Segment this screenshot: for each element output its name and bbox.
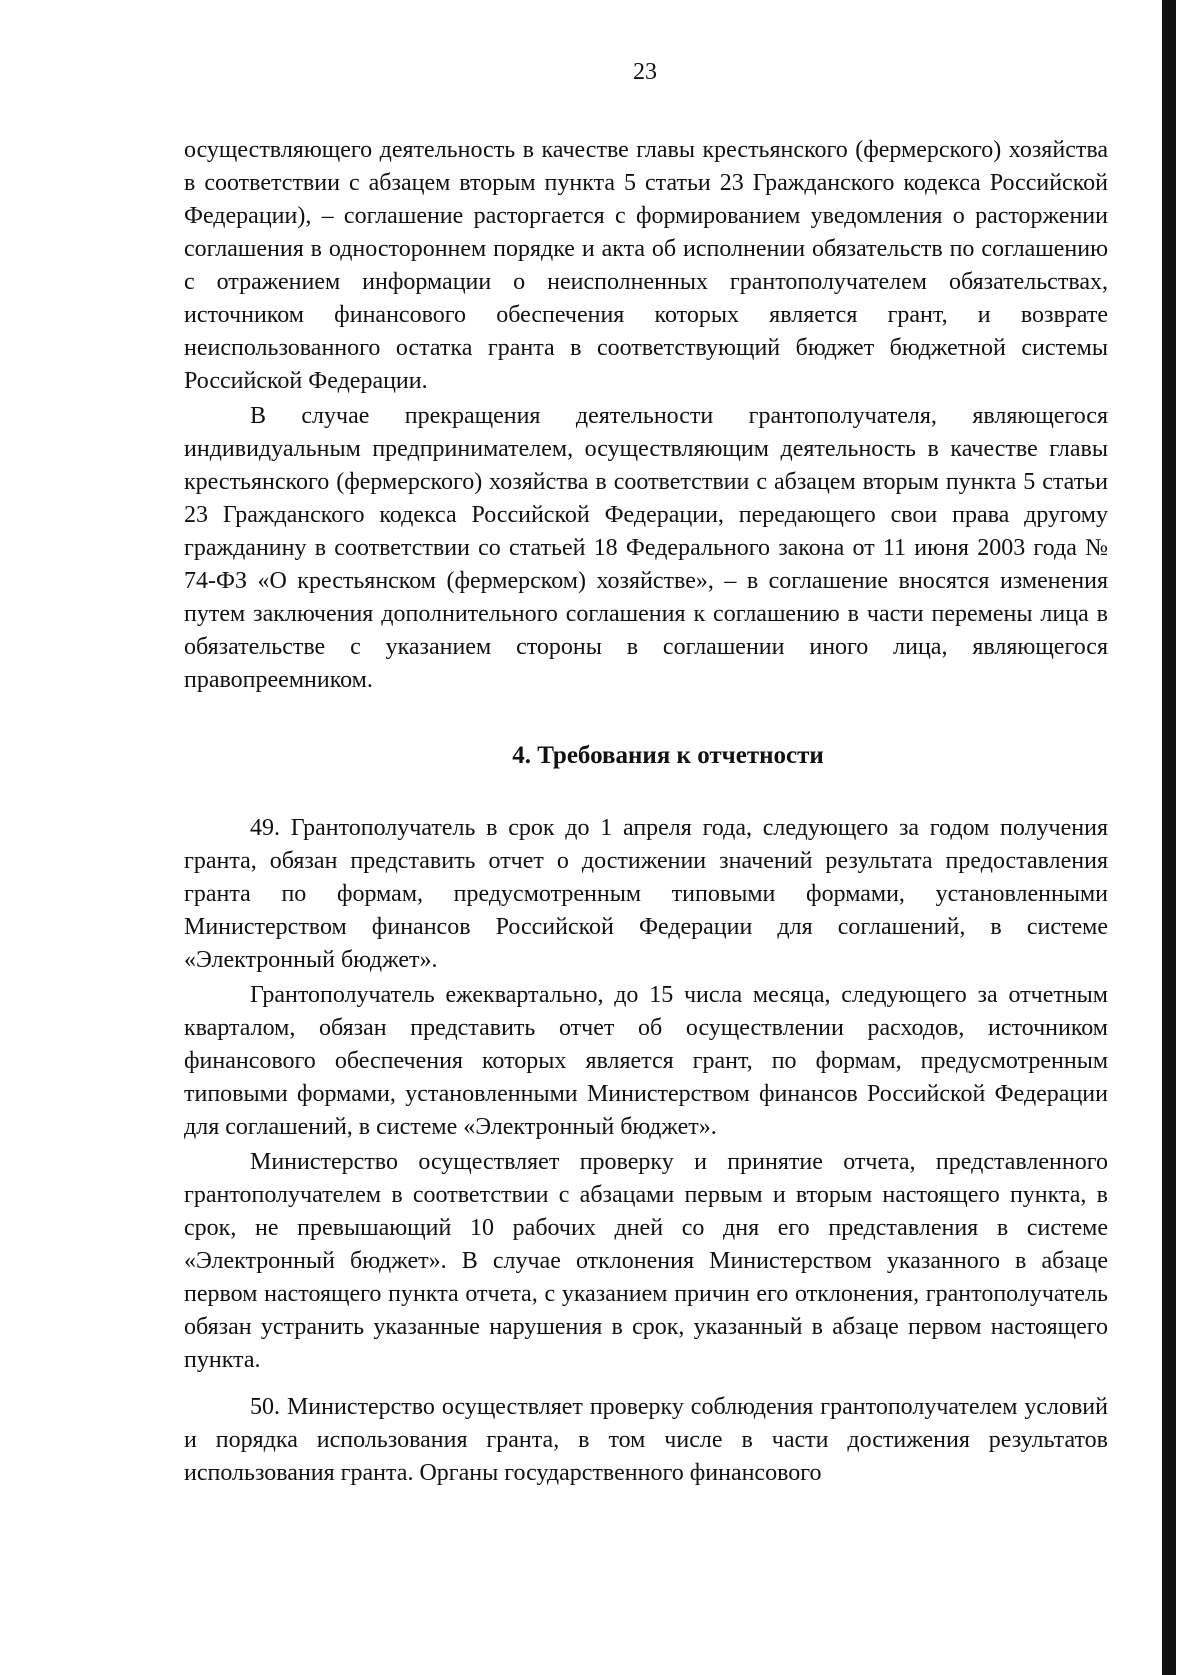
paragraph-quarterly-report: Грантополучатель ежеквартально, до 15 числа месяца, следующего за отчетным кварталом, обязан представить отчет об осуществлении расходов, источником финансового обеспечения которых является грант, по формам, предусмотренным типовыми формами, установленными Министерством финансов Российской Федерации для соглашений, в системе «Электронный бюджет». — [184, 982, 1108, 1140]
paragraph-termination-case: В случае прекращения деятельности грантополучателя, являющегося индивидуальным предпринимателем, осуществляющим деятельность в качестве главы крестьянского (фермерского) хозяйства в соответствии с абзацем вторым пункта 5 статьи 23 Гражданского кодекса Российской Федерации, передающего свои права другому гражданину в соответствии со статьей 18 Федерального закона от 11 июня 2003 года № 74-ФЗ «О крестьянском (фермерском) хозяйстве», – в соглашение вносятся изменения путем заключения дополнительного соглашения к соглашению в части перемены лица в обязательстве с указанием стороны в соглашении иного лица, являющегося правопреемником. — [184, 403, 1108, 693]
paragraph-49: 49. Грантополучатель в срок до 1 апреля года, следующего за годом получения гранта, обязан представить отчет о достижении значений результата предоставления гранта по формам, предусмотренным типовыми формами, установленными Министерством финансов Российской Федерации для соглашений, в системе «Электронный бюджет». — [184, 815, 1108, 973]
paragraph-continuation: осуществляющего деятельность в качестве главы крестьянского (фермерского) хозяйства в соответствии с абзацем вторым пункта 5 статьи 23 Гражданского кодекса Российской Федерации), – соглашение расторгается с формированием уведомления о расторжении соглашения в одностороннем порядке и акта об исполнении обязательств по соглашению с отражением информации о неисполненных грантополучателем обязательствах, источником финансового обеспечения которых является грант, и возврате неиспользованного остатка гранта в соответствующий бюджет бюджетной системы Российской Федерации. — [184, 137, 1108, 394]
paragraph-50: 50. Министерство осуществляет проверку соблюдения грантополучателем условий и порядка использования гранта, в том числе в части достижения результатов использования гранта. Органы государственного финансового — [184, 1394, 1108, 1486]
paragraph-ministry-review: Министерство осуществляет проверку и принятие отчета, представленного грантополучателем в соответствии с абзацами первым и вторым настоящего пункта, в срок, не превышающий 10 рабочих дней со дня его представления в системе «Электронный бюджет». В случае отклонения Министерством указанного в абзаце первом настоящего пункта отчета, с указанием причин его отклонения, грантополучатель обязан устранить указанные нарушения в срок, указанный в абзаце первом настоящего пункта. — [184, 1149, 1108, 1373]
document-body — [184, 134, 1108, 1490]
scan-edge-bar — [1162, 0, 1176, 1675]
page-number: 23 — [633, 59, 657, 85]
section-heading: 4. Требования к отчетности — [512, 742, 824, 769]
